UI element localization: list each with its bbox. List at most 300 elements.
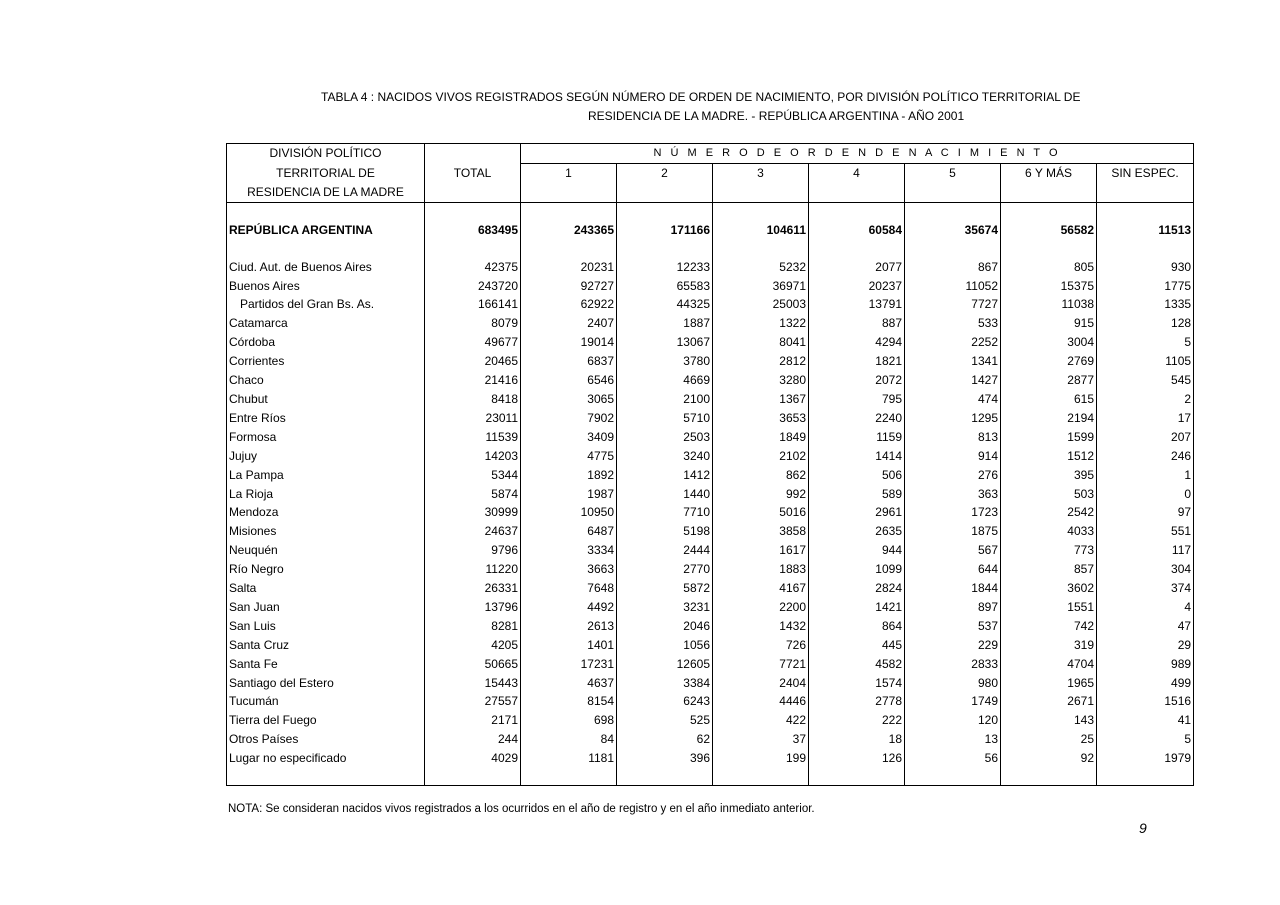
cell-value: 499	[1097, 674, 1194, 693]
cell-value: 4167	[713, 579, 809, 598]
cell-value: 25003	[713, 295, 809, 314]
cell-value: 395	[1001, 466, 1097, 485]
cell-value: 1432	[713, 617, 809, 636]
table-row	[227, 730, 1194, 749]
cell-value: 4669	[617, 371, 713, 390]
cell-value: 20465	[425, 352, 521, 371]
table-row	[227, 560, 1194, 579]
cell-value: 92727	[521, 277, 617, 296]
cell-value: 166141	[425, 295, 521, 314]
cell-value: 11513	[1097, 221, 1194, 240]
cell-value: 3409	[521, 428, 617, 447]
cell-value: 4775	[521, 447, 617, 466]
cell-value: 37	[713, 730, 809, 749]
row-label: Lugar no especificado	[227, 749, 425, 768]
cell-value: 683495	[425, 221, 521, 240]
cell-value: 506	[809, 466, 905, 485]
cell-value: 4492	[521, 598, 617, 617]
cell-value: 246	[1097, 447, 1194, 466]
cell-value: 615	[1001, 390, 1097, 409]
cell-value: 897	[905, 598, 1001, 617]
header-total-blank	[425, 144, 521, 164]
cell-value: 773	[1001, 541, 1097, 560]
cell-value: 62	[617, 730, 713, 749]
cell-value: 589	[809, 485, 905, 504]
cell-value: 1516	[1097, 692, 1194, 711]
cell-value: 7727	[905, 295, 1001, 314]
cell-value: 1401	[521, 636, 617, 655]
row-label: Formosa	[227, 428, 425, 447]
cell-value: 7902	[521, 409, 617, 428]
cell-value: 128	[1097, 314, 1194, 333]
cell-value: 4704	[1001, 655, 1097, 674]
cell-value: 3231	[617, 598, 713, 617]
cell-value: 3240	[617, 447, 713, 466]
cell-value: 2613	[521, 617, 617, 636]
cell-value: 5	[1097, 333, 1194, 352]
cell-value: 20237	[809, 277, 905, 296]
header-col-sin-espec: SIN ESPEC.	[1097, 163, 1194, 182]
cell-value: 1056	[617, 636, 713, 655]
table-row	[227, 485, 1194, 504]
cell-value: 2194	[1001, 409, 1097, 428]
cell-value: 25	[1001, 730, 1097, 749]
cell-value: 2770	[617, 560, 713, 579]
cell-value: 1335	[1097, 295, 1194, 314]
cell-value: 474	[905, 390, 1001, 409]
row-label: Corrientes	[227, 352, 425, 371]
cell-value: 207	[1097, 428, 1194, 447]
cell-value: 2812	[713, 352, 809, 371]
cell-value: 1414	[809, 447, 905, 466]
row-label: Tierra del Fuego	[227, 711, 425, 730]
cell-value: 243720	[425, 277, 521, 296]
row-label: Salta	[227, 579, 425, 598]
cell-value: 18	[809, 730, 905, 749]
cell-value: 1849	[713, 428, 809, 447]
table-row	[227, 503, 1194, 522]
cell-value: 1887	[617, 314, 713, 333]
cell-value: 8418	[425, 390, 521, 409]
cell-value: 5232	[713, 258, 809, 277]
cell-value: 1883	[713, 560, 809, 579]
table-row	[227, 371, 1194, 390]
cell-value: 13796	[425, 598, 521, 617]
cell-value: 992	[713, 485, 809, 504]
cell-value: 2542	[1001, 503, 1097, 522]
table-row	[227, 277, 1194, 296]
cell-value: 545	[1097, 371, 1194, 390]
cell-value: 3858	[713, 522, 809, 541]
cell-value: 503	[1001, 485, 1097, 504]
cell-value: 1322	[713, 314, 809, 333]
cell-value: 26331	[425, 579, 521, 598]
cell-value: 11539	[425, 428, 521, 447]
cell-value: 3004	[1001, 333, 1097, 352]
header-row	[227, 144, 1194, 164]
cell-value: 3065	[521, 390, 617, 409]
cell-value: 2046	[617, 617, 713, 636]
cell-value: 19014	[521, 333, 617, 352]
row-label: Chaco	[227, 371, 425, 390]
cell-value: 944	[809, 541, 905, 560]
cell-value: 243365	[521, 221, 617, 240]
table-row	[227, 352, 1194, 371]
row-label: Neuquén	[227, 541, 425, 560]
cell-value: 6243	[617, 692, 713, 711]
table-row	[227, 749, 1194, 768]
header-division-line-3: RESIDENCIA DE LA MADRE	[227, 183, 425, 202]
cell-value: 4294	[809, 333, 905, 352]
cell-value: 374	[1097, 579, 1194, 598]
row-label: Catamarca	[227, 314, 425, 333]
cell-value: 8154	[521, 692, 617, 711]
table-row	[227, 711, 1194, 730]
cell-value: 126	[809, 749, 905, 768]
table-row	[227, 636, 1194, 655]
cell-value: 5344	[425, 466, 521, 485]
cell-value: 2635	[809, 522, 905, 541]
cell-value: 2404	[713, 674, 809, 693]
cell-value: 229	[905, 636, 1001, 655]
cell-value: 10950	[521, 503, 617, 522]
table-row	[227, 655, 1194, 674]
cell-value: 1844	[905, 579, 1001, 598]
cell-value: 2	[1097, 390, 1194, 409]
cell-value: 3280	[713, 371, 809, 390]
cell-value: 4205	[425, 636, 521, 655]
cell-value: 1723	[905, 503, 1001, 522]
row-label: San Luis	[227, 617, 425, 636]
cell-value: 2824	[809, 579, 905, 598]
cell-value: 199	[713, 749, 809, 768]
table-row	[227, 409, 1194, 428]
table-row	[227, 314, 1194, 333]
cell-value: 525	[617, 711, 713, 730]
cell-value: 3780	[617, 352, 713, 371]
cell-value: 396	[617, 749, 713, 768]
cell-value: 2671	[1001, 692, 1097, 711]
cell-value: 5016	[713, 503, 809, 522]
cell-value: 2769	[1001, 352, 1097, 371]
cell-value: 1	[1097, 466, 1194, 485]
cell-value: 5872	[617, 579, 713, 598]
cell-value: 244	[425, 730, 521, 749]
row-label: Entre Ríos	[227, 409, 425, 428]
cell-value: 17	[1097, 409, 1194, 428]
cell-value: 1821	[809, 352, 905, 371]
cell-value: 3334	[521, 541, 617, 560]
row-label: Santa Cruz	[227, 636, 425, 655]
cell-value: 1099	[809, 560, 905, 579]
cell-value: 795	[809, 390, 905, 409]
cell-value: 36971	[713, 277, 809, 296]
cell-value: 1427	[905, 371, 1001, 390]
cell-value: 7721	[713, 655, 809, 674]
cell-value: 62922	[521, 295, 617, 314]
cell-value: 1512	[1001, 447, 1097, 466]
cell-value: 2877	[1001, 371, 1097, 390]
cell-value: 2100	[617, 390, 713, 409]
cell-value: 12233	[617, 258, 713, 277]
cell-value: 4	[1097, 598, 1194, 617]
table-title-line-2: RESIDENCIA DE LA MADRE. - REPÚBLICA ARGENTINA - AÑO 2001	[588, 109, 965, 123]
cell-value: 805	[1001, 258, 1097, 277]
cell-value: 445	[809, 636, 905, 655]
cell-value: 11052	[905, 277, 1001, 296]
cell-value: 1987	[521, 485, 617, 504]
cell-value: 2102	[713, 447, 809, 466]
row-label: Mendoza	[227, 503, 425, 522]
cell-value: 319	[1001, 636, 1097, 655]
cell-value: 60584	[809, 221, 905, 240]
national-total-row	[227, 221, 1194, 240]
cell-value: 813	[905, 428, 1001, 447]
cell-value: 9796	[425, 541, 521, 560]
cell-value: 143	[1001, 711, 1097, 730]
cell-value: 15443	[425, 674, 521, 693]
cell-value: 1574	[809, 674, 905, 693]
row-label: Río Negro	[227, 560, 425, 579]
cell-value: 2961	[809, 503, 905, 522]
cell-value: 887	[809, 314, 905, 333]
cell-value: 2077	[809, 258, 905, 277]
cell-value: 533	[905, 314, 1001, 333]
cell-value: 1875	[905, 522, 1001, 541]
cell-value: 915	[1001, 314, 1097, 333]
cell-value: 5198	[617, 522, 713, 541]
cell-value: 1892	[521, 466, 617, 485]
cell-value: 1617	[713, 541, 809, 560]
cell-value: 567	[905, 541, 1001, 560]
cell-value: 422	[713, 711, 809, 730]
cell-value: 3384	[617, 674, 713, 693]
cell-value: 117	[1097, 541, 1194, 560]
cell-value: 8281	[425, 617, 521, 636]
cell-value: 551	[1097, 522, 1194, 541]
cell-value: 4033	[1001, 522, 1097, 541]
header-division-line-1: DIVISIÓN POLÍTICO	[227, 144, 425, 164]
cell-value: 1979	[1097, 749, 1194, 768]
cell-value: 2072	[809, 371, 905, 390]
cell-value: 4582	[809, 655, 905, 674]
header-total: TOTAL	[425, 163, 521, 182]
cell-value: 862	[713, 466, 809, 485]
cell-value: 30999	[425, 503, 521, 522]
cell-value: 65583	[617, 277, 713, 296]
cell-value: 2252	[905, 333, 1001, 352]
cell-value: 726	[713, 636, 809, 655]
table-row	[227, 447, 1194, 466]
cell-value: 1295	[905, 409, 1001, 428]
cell-value: 2833	[905, 655, 1001, 674]
cell-value: 1440	[617, 485, 713, 504]
table-row	[227, 617, 1194, 636]
cell-value: 304	[1097, 560, 1194, 579]
cell-value: 4029	[425, 749, 521, 768]
cell-value: 3663	[521, 560, 617, 579]
table-row	[227, 579, 1194, 598]
cell-value: 5	[1097, 730, 1194, 749]
cell-value: 1105	[1097, 352, 1194, 371]
cell-value: 171166	[617, 221, 713, 240]
cell-value: 644	[905, 560, 1001, 579]
cell-value: 4446	[713, 692, 809, 711]
cell-value: 1551	[1001, 598, 1097, 617]
cell-value: 276	[905, 466, 1001, 485]
cell-value: 13067	[617, 333, 713, 352]
row-label: La Pampa	[227, 466, 425, 485]
header-col-2: 2	[617, 163, 713, 182]
cell-value: 49677	[425, 333, 521, 352]
cell-value: 3602	[1001, 579, 1097, 598]
cell-value: 11038	[1001, 295, 1097, 314]
row-label: Ciud. Aut. de Buenos Aires	[227, 258, 425, 277]
cell-value: 56	[905, 749, 1001, 768]
cell-value: 537	[905, 617, 1001, 636]
cell-value: 6546	[521, 371, 617, 390]
cell-value: 92	[1001, 749, 1097, 768]
cell-value: 104611	[713, 221, 809, 240]
row-label: Chubut	[227, 390, 425, 409]
cell-value: 222	[809, 711, 905, 730]
cell-value: 1421	[809, 598, 905, 617]
cell-value: 7710	[617, 503, 713, 522]
cell-value: 1159	[809, 428, 905, 447]
cell-value: 84	[521, 730, 617, 749]
cell-value: 1749	[905, 692, 1001, 711]
table-row	[227, 466, 1194, 485]
cell-value: 11220	[425, 560, 521, 579]
header-col-3: 3	[713, 163, 809, 182]
cell-value: 363	[905, 485, 1001, 504]
cell-value: 864	[809, 617, 905, 636]
row-label: Jujuy	[227, 447, 425, 466]
cell-value: 20231	[521, 258, 617, 277]
cell-value: 50665	[425, 655, 521, 674]
cell-value: 21416	[425, 371, 521, 390]
cell-value: 13	[905, 730, 1001, 749]
row-label: Partidos del Gran Bs. As.	[227, 295, 425, 314]
cell-value: 5710	[617, 409, 713, 428]
header-col-4: 4	[809, 163, 905, 182]
cell-value: 2200	[713, 598, 809, 617]
cell-value: 13791	[809, 295, 905, 314]
cell-value: 41	[1097, 711, 1194, 730]
cell-value: 1412	[617, 466, 713, 485]
cell-value: 35674	[905, 221, 1001, 240]
cell-value: 23011	[425, 409, 521, 428]
row-label: Córdoba	[227, 333, 425, 352]
row-label: Otros Países	[227, 730, 425, 749]
header-row	[227, 183, 1194, 202]
header-col-1: 1	[521, 163, 617, 182]
row-label: Santa Fe	[227, 655, 425, 674]
cell-value: 2240	[809, 409, 905, 428]
cell-value: 857	[1001, 560, 1097, 579]
cell-value: 8041	[713, 333, 809, 352]
table-row	[227, 692, 1194, 711]
row-label: Santiago del Estero	[227, 674, 425, 693]
cell-value: 6487	[521, 522, 617, 541]
cell-value: 1181	[521, 749, 617, 768]
cell-value: 1341	[905, 352, 1001, 371]
cell-value: 24637	[425, 522, 521, 541]
cell-value: 12605	[617, 655, 713, 674]
header-division-line-2: TERRITORIAL DE	[227, 163, 425, 182]
cell-value: 930	[1097, 258, 1194, 277]
header-col-5: 5	[905, 163, 1001, 182]
table-row	[227, 295, 1194, 314]
header-birth-order-group: N Ú M E R O D E O R D E N D E N A C I M I E N T O	[521, 144, 1194, 164]
row-label: Misiones	[227, 522, 425, 541]
cell-value: 7648	[521, 579, 617, 598]
births-table	[226, 143, 1194, 786]
cell-value: 1367	[713, 390, 809, 409]
header-col-6-y-mas: 6 Y MÁS	[1001, 163, 1097, 182]
cell-value: 989	[1097, 655, 1194, 674]
cell-value: 120	[905, 711, 1001, 730]
table-title-line-1: TABLA 4 : NACIDOS VIVOS REGISTRADOS SEGÚN NÚMERO DE ORDEN DE NACIMIENTO, POR DIVISIÓN POLÍTICO TERRITORIAL DE	[321, 90, 1081, 104]
cell-value: 1599	[1001, 428, 1097, 447]
table-row	[227, 258, 1194, 277]
table-row	[227, 390, 1194, 409]
cell-value: 5874	[425, 485, 521, 504]
cell-value: 14203	[425, 447, 521, 466]
cell-value: 0	[1097, 485, 1194, 504]
cell-value: 56582	[1001, 221, 1097, 240]
table-row	[227, 674, 1194, 693]
cell-value: 980	[905, 674, 1001, 693]
table-row	[227, 522, 1194, 541]
cell-value: 698	[521, 711, 617, 730]
cell-value: 4637	[521, 674, 617, 693]
header-row	[227, 163, 1194, 182]
row-label: San Juan	[227, 598, 425, 617]
cell-value: 97	[1097, 503, 1194, 522]
cell-value: 8079	[425, 314, 521, 333]
cell-value: 2444	[617, 541, 713, 560]
cell-value: 867	[905, 258, 1001, 277]
cell-value: 44325	[617, 295, 713, 314]
row-label: Buenos Aires	[227, 277, 425, 296]
table-row	[227, 428, 1194, 447]
cell-value: 3653	[713, 409, 809, 428]
cell-value: 29	[1097, 636, 1194, 655]
table-row	[227, 598, 1194, 617]
cell-value: 1965	[1001, 674, 1097, 693]
row-label: Tucumán	[227, 692, 425, 711]
cell-value: 15375	[1001, 277, 1097, 296]
row-label: REPÚBLICA ARGENTINA	[227, 221, 425, 240]
cell-value: 2778	[809, 692, 905, 711]
cell-value: 27557	[425, 692, 521, 711]
page-number: 9	[1139, 820, 1147, 836]
cell-value: 742	[1001, 617, 1097, 636]
cell-value: 1775	[1097, 277, 1194, 296]
cell-value: 6837	[521, 352, 617, 371]
cell-value: 17231	[521, 655, 617, 674]
cell-value: 2171	[425, 711, 521, 730]
footnote: NOTA: Se consideran nacidos vivos registrados a los ocurridos en el año de registro y en el año inmediato anterior.	[228, 803, 815, 815]
cell-value: 42375	[425, 258, 521, 277]
cell-value: 2407	[521, 314, 617, 333]
table-row	[227, 541, 1194, 560]
cell-value: 914	[905, 447, 1001, 466]
cell-value: 47	[1097, 617, 1194, 636]
table-row	[227, 333, 1194, 352]
row-label: La Rioja	[227, 485, 425, 504]
